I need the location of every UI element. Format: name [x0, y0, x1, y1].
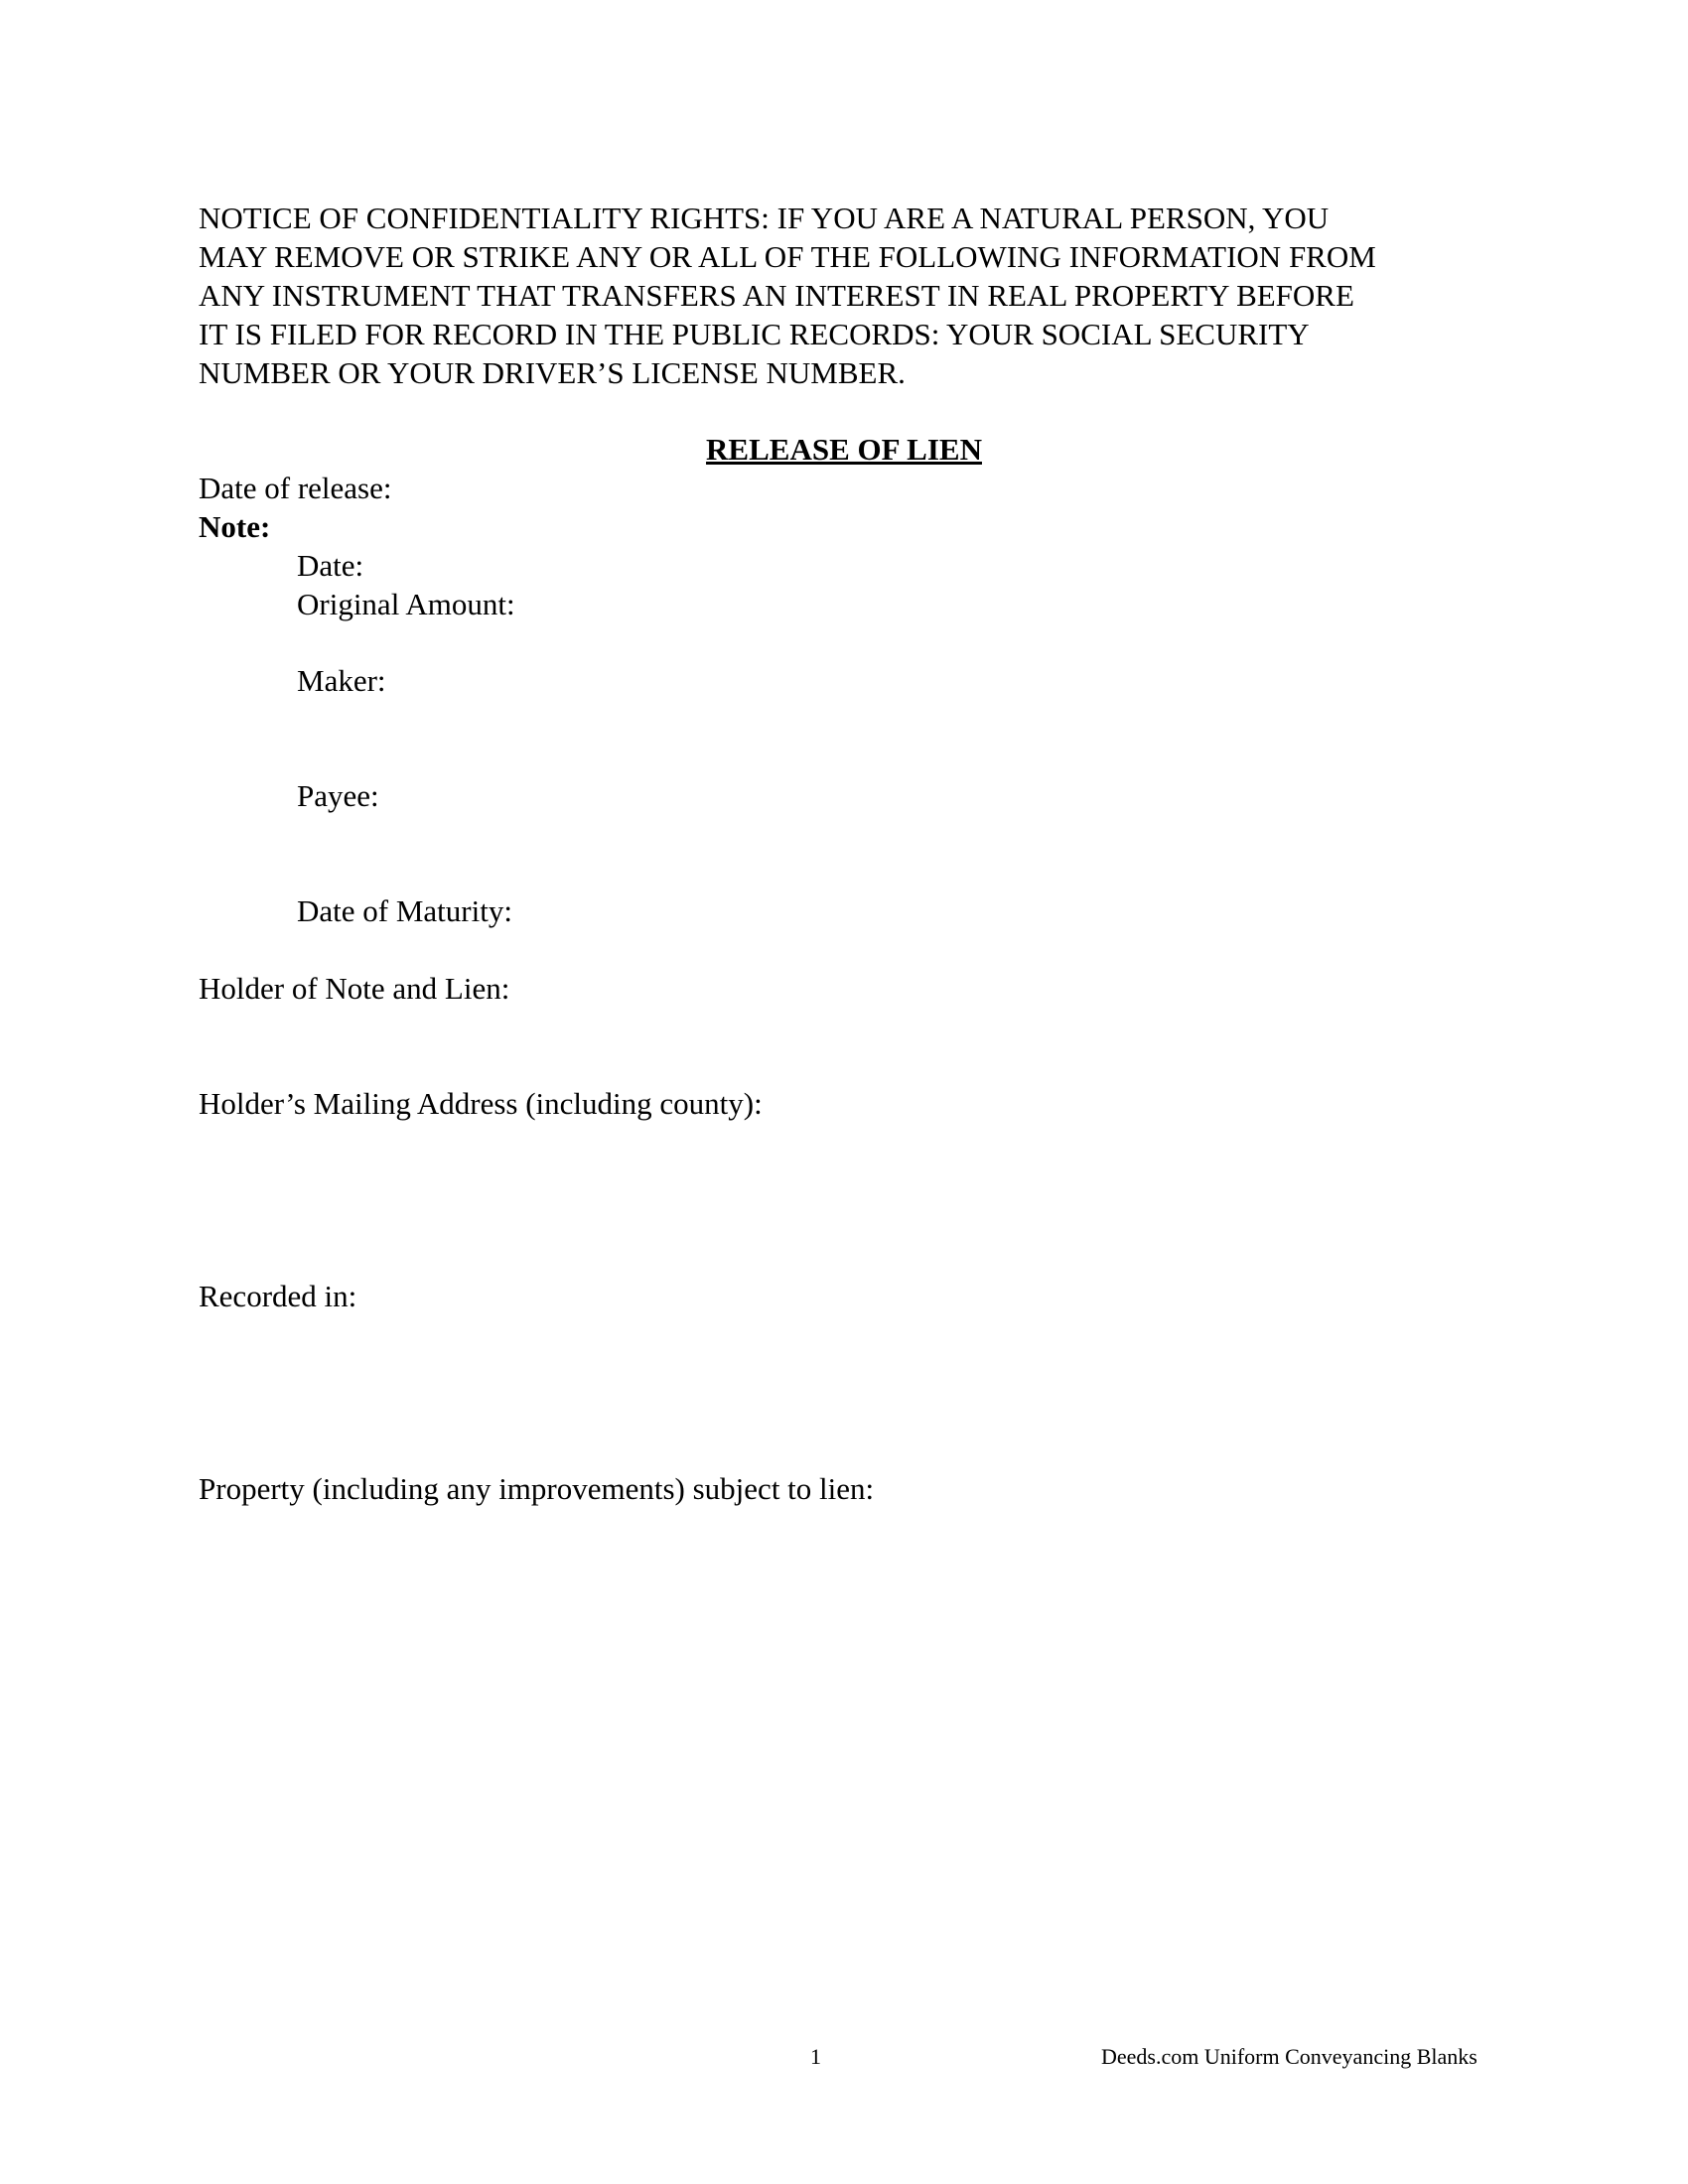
- notice-line: MAY REMOVE OR STRIKE ANY OR ALL OF THE FOLLOWING INFORMATION FROM: [199, 239, 1376, 274]
- confidentiality-notice: [199, 199, 1509, 392]
- recorded-in-label: Recorded in:: [199, 1279, 357, 1313]
- payee-label: Payee:: [297, 778, 379, 813]
- date-of-maturity-label: Date of Maturity:: [297, 893, 512, 928]
- footer-source: Deeds.com Uniform Conveyancing Blanks: [1101, 2044, 1477, 2069]
- document-title: RELEASE OF LIEN: [706, 432, 982, 467]
- notice-line: NUMBER OR YOUR DRIVER’S LICENSE NUMBER.: [199, 355, 906, 390]
- holder-address-label: Holder’s Mailing Address (including county):: [199, 1086, 763, 1121]
- maker-label: Maker:: [297, 663, 386, 698]
- notice-line: IT IS FILED FOR RECORD IN THE PUBLIC RECORDS: YOUR SOCIAL SECURITY: [199, 317, 1310, 351]
- notice-line: NOTICE OF CONFIDENTIALITY RIGHTS: IF YOU ARE A NATURAL PERSON, YOU: [199, 201, 1330, 235]
- note-date-label: Date:: [297, 548, 364, 583]
- note-heading: Note:: [199, 509, 271, 544]
- holder-label: Holder of Note and Lien:: [199, 971, 510, 1006]
- property-label: Property (including any improvements) subject to lien:: [199, 1471, 875, 1506]
- date-of-release-label: Date of release:: [199, 471, 392, 505]
- notice-line: ANY INSTRUMENT THAT TRANSFERS AN INTEREST IN REAL PROPERTY BEFORE: [199, 278, 1354, 313]
- original-amount-label: Original Amount:: [297, 587, 515, 621]
- page-number: 1: [810, 2044, 821, 2069]
